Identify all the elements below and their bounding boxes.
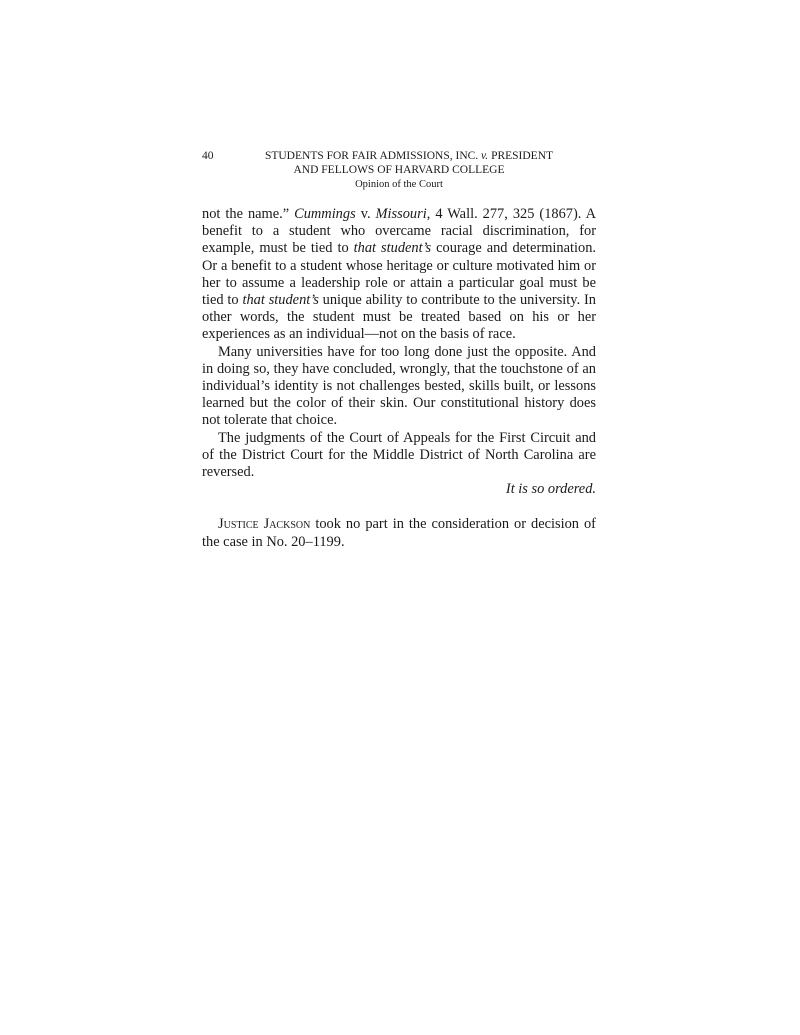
disposition: It is so ordered. [505, 481, 596, 498]
paragraph-2: Many universities have for too long done just the opposite. And in doing so, they have concluded, wrongly, that the touchstone of an individual’s identity is not challenges bested, skills built, or lessons learned but the color of their skin. Our constitutional history does not tolerate that choice. [202, 343, 596, 429]
page-number: 40 [202, 150, 214, 162]
justice-name: Justice Jackson [218, 516, 311, 533]
case-name-missouri: Missouri [375, 206, 427, 222]
emphasis-that-students-1: that student’s [353, 240, 432, 257]
versus-abbrev: v. [481, 150, 489, 162]
opinion-body [202, 206, 596, 551]
paragraph-1: not the name.” Cummings v. Missouri, 4 Wall. 277, 325 (1867). A benefit to a student who overcame racial discrimination, for example, must be tied to that student’s courage and determination. Or a benefit to a student whose heritage or culture motivated him or her to assume a leadership role or attain a particular goal must be tied to that student’s unique ability to contribute to the university. In other words, the student must be treated based on his or her experiences as an individual—not on the basis of race. [202, 206, 596, 343]
paragraph-3: The judgments of the Court of Appeals for the First Circuit and of the District Court for the Middle District of North Carolina are reversed. [202, 429, 596, 481]
case-name-cummings: Cummings [294, 206, 356, 222]
case-title-line1: STUDENTS FOR FAIR ADMISSIONS, INC. v. PRESIDENT [264, 150, 554, 162]
document-page [202, 149, 596, 551]
emphasis-that-students-2: that student’s [242, 292, 319, 309]
running-header [202, 149, 596, 192]
case-title-line2: AND FELLOWS OF HARVARD COLLEGE [293, 164, 505, 176]
recusal-note: Justice Jackson took no part in the consideration or decision of the case in No. 20–1199. [202, 516, 596, 550]
opinion-label: Opinion of the Court [355, 179, 443, 190]
